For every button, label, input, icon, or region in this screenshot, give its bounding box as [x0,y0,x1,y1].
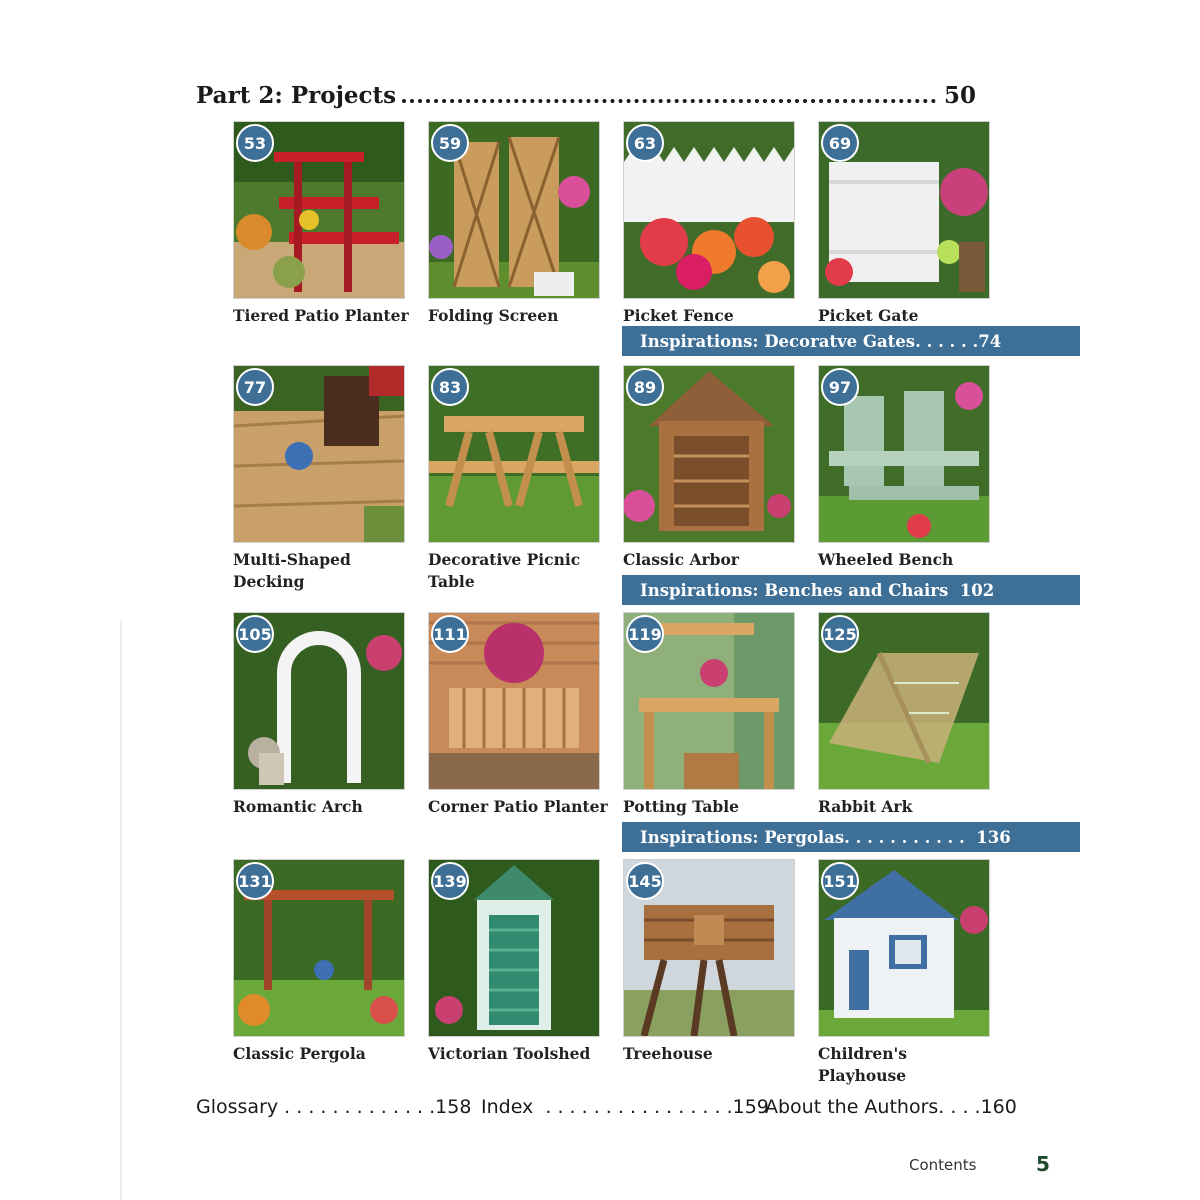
project-tile[interactable] [428,121,600,327]
part-heading[interactable] [196,82,976,116]
project-photo [233,121,405,299]
page-badge: 69 [821,124,859,162]
project-tile[interactable] [233,121,409,327]
page-badge: 77 [236,368,274,406]
running-footer-label: Contents [909,1156,977,1174]
project-title: Decorative Picnic Table [428,550,581,591]
page-badge: 63 [626,124,664,162]
project-title: Corner Patio Planter [428,797,608,816]
page-badge: 145 [626,862,664,900]
project-photo [428,121,600,299]
page-badge: 59 [431,124,469,162]
inspirations-bar-pergolas[interactable]: Inspirations: Pergolas. . . . . . . . . . . 136 [622,822,1080,852]
project-tile[interactable] [818,121,990,327]
page-badge: 53 [236,124,274,162]
project-tile[interactable] [623,612,795,818]
project-tile[interactable] [233,612,405,818]
project-title: Wheeled Bench [818,550,954,569]
page-number: 5 [1036,1152,1050,1176]
project-title: Picket Gate [818,306,919,325]
page-badge: 83 [431,368,469,406]
project-tile[interactable] [233,365,405,593]
project-photo [233,859,405,1037]
part-page: 50 [943,82,976,109]
project-tile[interactable] [623,365,795,571]
project-photo [818,121,990,299]
project-photo [233,365,405,543]
project-tile[interactable] [818,612,990,818]
project-title: Children's Playhouse [818,1044,907,1085]
project-tile[interactable] [623,121,795,327]
page-badge: 131 [236,862,274,900]
project-tile[interactable] [428,612,608,818]
part-title: Part 2: Projects [196,82,397,109]
project-photo [623,859,795,1037]
project-photo [623,365,795,543]
project-title: Victorian Toolshed [428,1044,591,1063]
page-badge: 119 [626,615,664,653]
project-title: Rabbit Ark [818,797,913,816]
project-photo [428,859,600,1037]
project-tile[interactable] [818,365,990,571]
page-badge: 111 [431,615,469,653]
inspirations-bar-gates[interactable]: Inspirations: Decoratve Gates. . . . . .74 [622,326,1080,356]
project-tile[interactable] [428,859,600,1065]
toc-glossary[interactable]: Glossary . . . . . . . . . . . . .158 [196,1096,472,1118]
page-badge: 105 [236,615,274,653]
project-title: Picket Fence [623,306,734,325]
project-photo [428,365,600,543]
project-photo [428,612,600,790]
project-title: Tiered Patio Planter [233,306,409,325]
project-photo [233,612,405,790]
project-photo [623,612,795,790]
toc-about-authors[interactable]: About the Authors. . . .160 [765,1096,1017,1118]
project-photo [818,365,990,543]
project-tile[interactable] [623,859,795,1065]
page-badge: 125 [821,615,859,653]
project-title: Treehouse [623,1044,713,1063]
page-badge: 139 [431,862,469,900]
project-title: Multi-Shaped Decking [233,550,351,591]
project-tile[interactable] [233,859,405,1065]
project-title: Classic Pergola [233,1044,366,1063]
page-badge: 97 [821,368,859,406]
project-photo [818,859,990,1037]
project-tile[interactable] [428,365,600,593]
toc-index[interactable]: Index . . . . . . . . . . . . . . . .159 [481,1096,769,1118]
page-edge [120,620,122,1200]
leader-dots [402,99,936,103]
project-tile[interactable] [818,859,990,1087]
project-photo [623,121,795,299]
page-badge: 151 [821,862,859,900]
inspirations-bar-benches[interactable]: Inspirations: Benches and Chairs 102 [622,575,1080,605]
project-title: Classic Arbor [623,550,739,569]
page-badge: 89 [626,368,664,406]
project-photo [818,612,990,790]
project-title: Folding Screen [428,306,559,325]
project-title: Potting Table [623,797,739,816]
project-title: Romantic Arch [233,797,363,816]
